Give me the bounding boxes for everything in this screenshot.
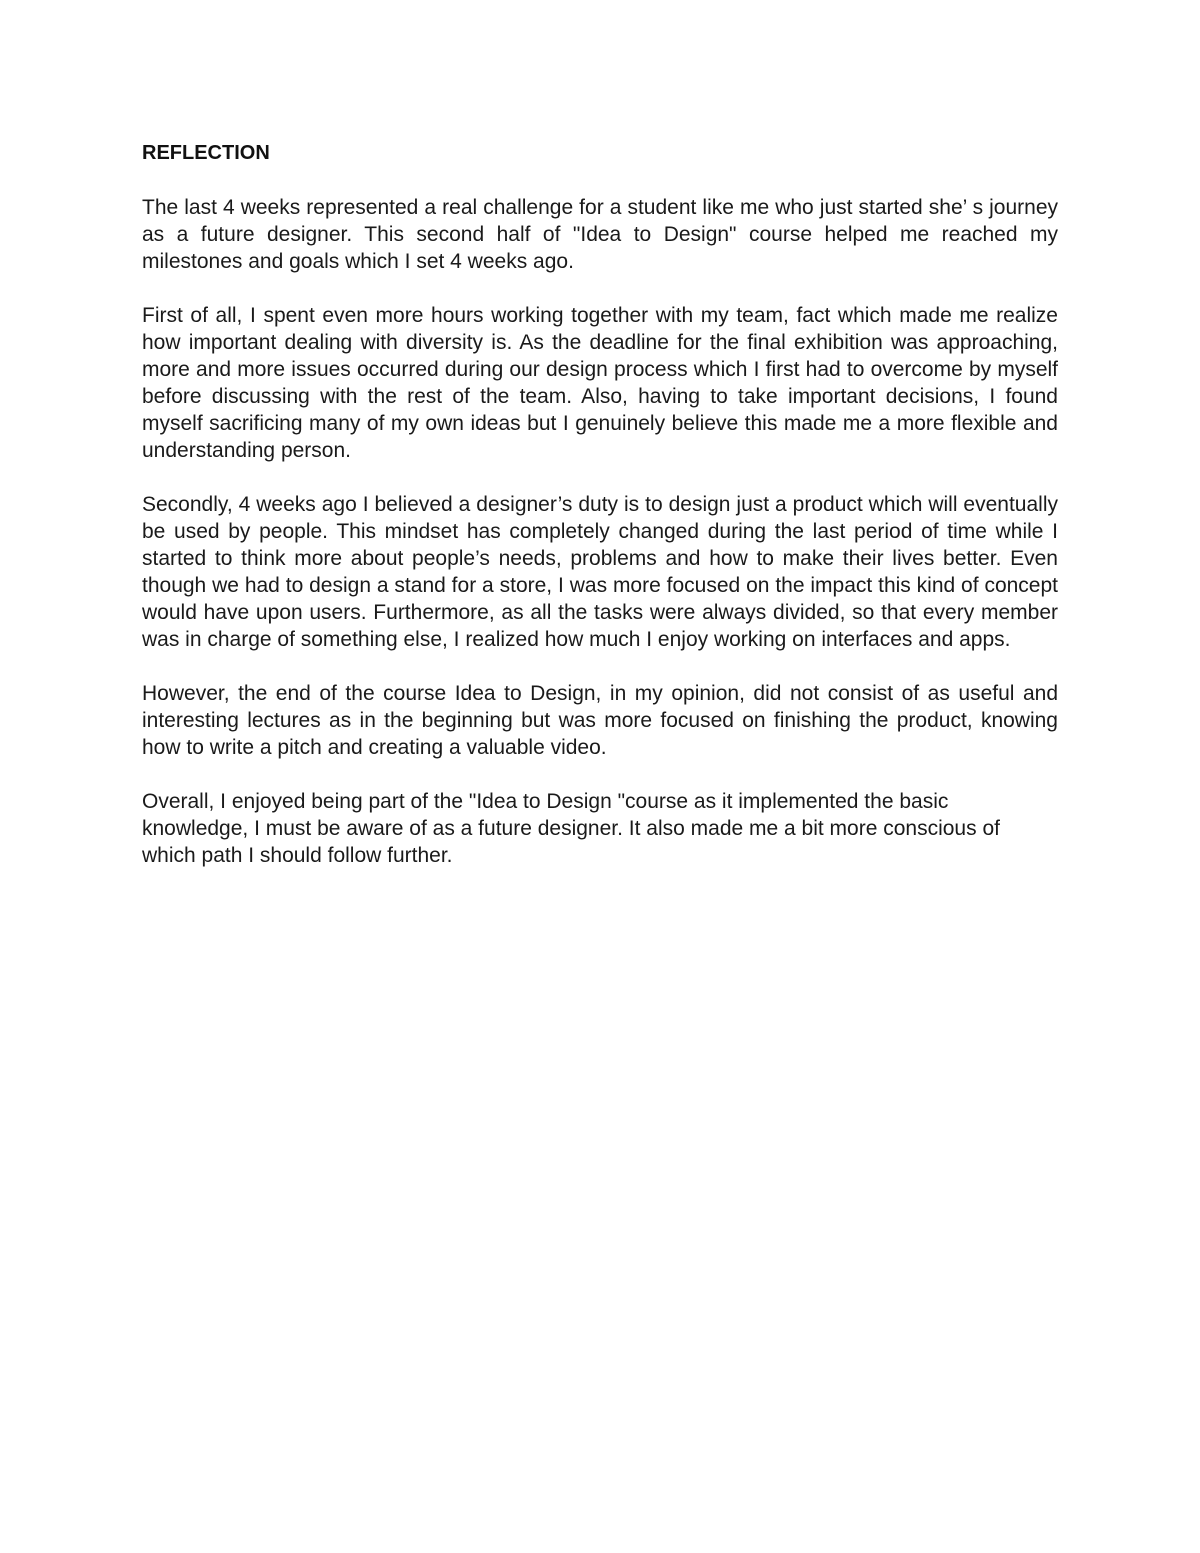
document-body bbox=[142, 140, 1058, 896]
paragraph-however: However, the end of the course Idea to Design, in my opinion, did not consist of as useful and interesting lectures as in the beginning but was more focused on finishing the product, knowing how to write a pitch and creating a valuable video. bbox=[142, 682, 1058, 759]
document-title: REFLECTION bbox=[142, 142, 270, 164]
paragraph-first: First of all, I spent even more hours working together with my team, fact which made me realize how important dealing with diversity is. As the deadline for the final exhibition was approaching, more and more issues occurred during our design process which I first had to overcome by myself before discussing with the rest of the team. Also, having to take important decisions, I found myself sacrificing many of my own ideas but I genuinely believe this made me a more flexible and understanding person. bbox=[142, 304, 1058, 462]
paragraph-overall: Overall, I enjoyed being part of the "Idea to Design "course as it implemented the basic knowledge, I must be aware of as a future designer. It also made me a bit more conscious of which path I should follow further. bbox=[142, 790, 1000, 867]
paragraph-intro: The last 4 weeks represented a real challenge for a student like me who just started she’ s journey as a future designer. This second half of "Idea to Design" course helped me reached my milestones and goals which I set 4 weeks ago. bbox=[142, 196, 1058, 273]
paragraph-second: Secondly, 4 weeks ago I believed a designer’s duty is to design just a product which will eventually be used by people. This mindset has completely changed during the last period of time while I started to think more about people’s needs, problems and how to make their lives better. Even though we had to design a stand for a store, I was more focused on the impact this kind of concept would have upon users. Furthermore, as all the tasks were always divided, so that every member was in charge of something else, I realized how much I enjoy working on interfaces and apps. bbox=[142, 493, 1058, 651]
